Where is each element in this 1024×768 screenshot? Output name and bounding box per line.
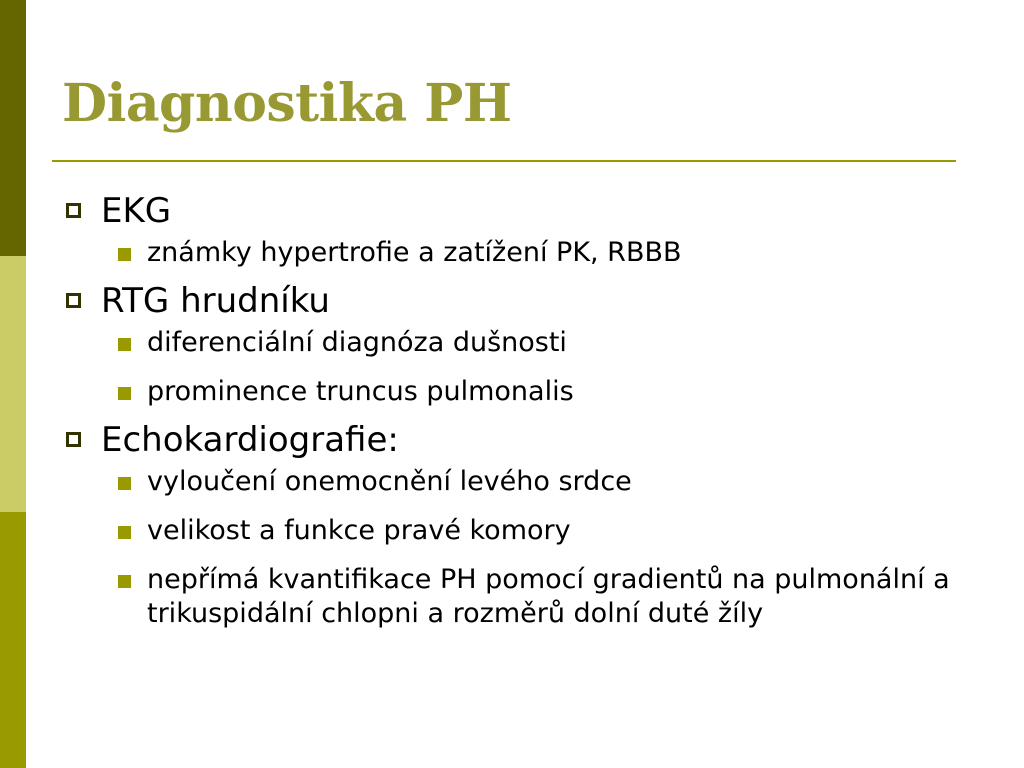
- sub-bullet-text: známky hypertrofie a zatížení PK, RBBB: [147, 237, 682, 268]
- bullet-list: [64, 186, 964, 631]
- side-bar-medium: [0, 512, 26, 768]
- sub-bullet-text: diferenciální diagnóza dušnosti: [147, 327, 567, 358]
- bullet-heading: RTG hrudníku: [101, 281, 330, 321]
- bullet-rtg: [64, 276, 964, 409]
- bullet-ekg: [64, 186, 964, 270]
- sub-bullet: [118, 236, 964, 270]
- slide-title: Diagnostika PH: [62, 73, 512, 134]
- hollow-square-bullet-icon: [66, 203, 81, 218]
- filled-square-bullet-icon: [118, 338, 131, 351]
- sub-bullet-list: [118, 236, 964, 270]
- sub-bullet-text: velikost a funkce pravé komory: [147, 515, 571, 546]
- sub-bullet: [118, 563, 964, 631]
- sub-bullet-text: vyloučení onemocnění levého srdce: [147, 466, 632, 497]
- sub-bullet: [118, 326, 964, 360]
- sub-bullet-text: nepřímá kvantifikace PH pomocí gradientů na pulmonální a trikuspidální chlopni a rozměrů dolní duté žíly: [147, 564, 950, 629]
- hollow-square-bullet-icon: [66, 293, 81, 308]
- sub-bullet-list: [118, 465, 964, 631]
- filled-square-bullet-icon: [118, 477, 131, 490]
- bullet-echo: [64, 415, 964, 631]
- side-bar-light: [0, 256, 26, 512]
- sub-bullet: [118, 465, 964, 499]
- sub-bullet-text: prominence truncus pulmonalis: [147, 376, 574, 407]
- sub-bullet-list: [118, 326, 964, 409]
- bullet-heading: EKG: [101, 191, 172, 231]
- hollow-square-bullet-icon: [66, 432, 81, 447]
- sub-bullet: [118, 514, 964, 548]
- filled-square-bullet-icon: [118, 248, 131, 261]
- sub-bullet: [118, 375, 964, 409]
- filled-square-bullet-icon: [118, 575, 131, 588]
- bullet-heading: Echokardiografie:: [101, 420, 399, 460]
- title-underline: [52, 160, 956, 162]
- side-bar-dark: [0, 0, 26, 256]
- filled-square-bullet-icon: [118, 387, 131, 400]
- filled-square-bullet-icon: [118, 526, 131, 539]
